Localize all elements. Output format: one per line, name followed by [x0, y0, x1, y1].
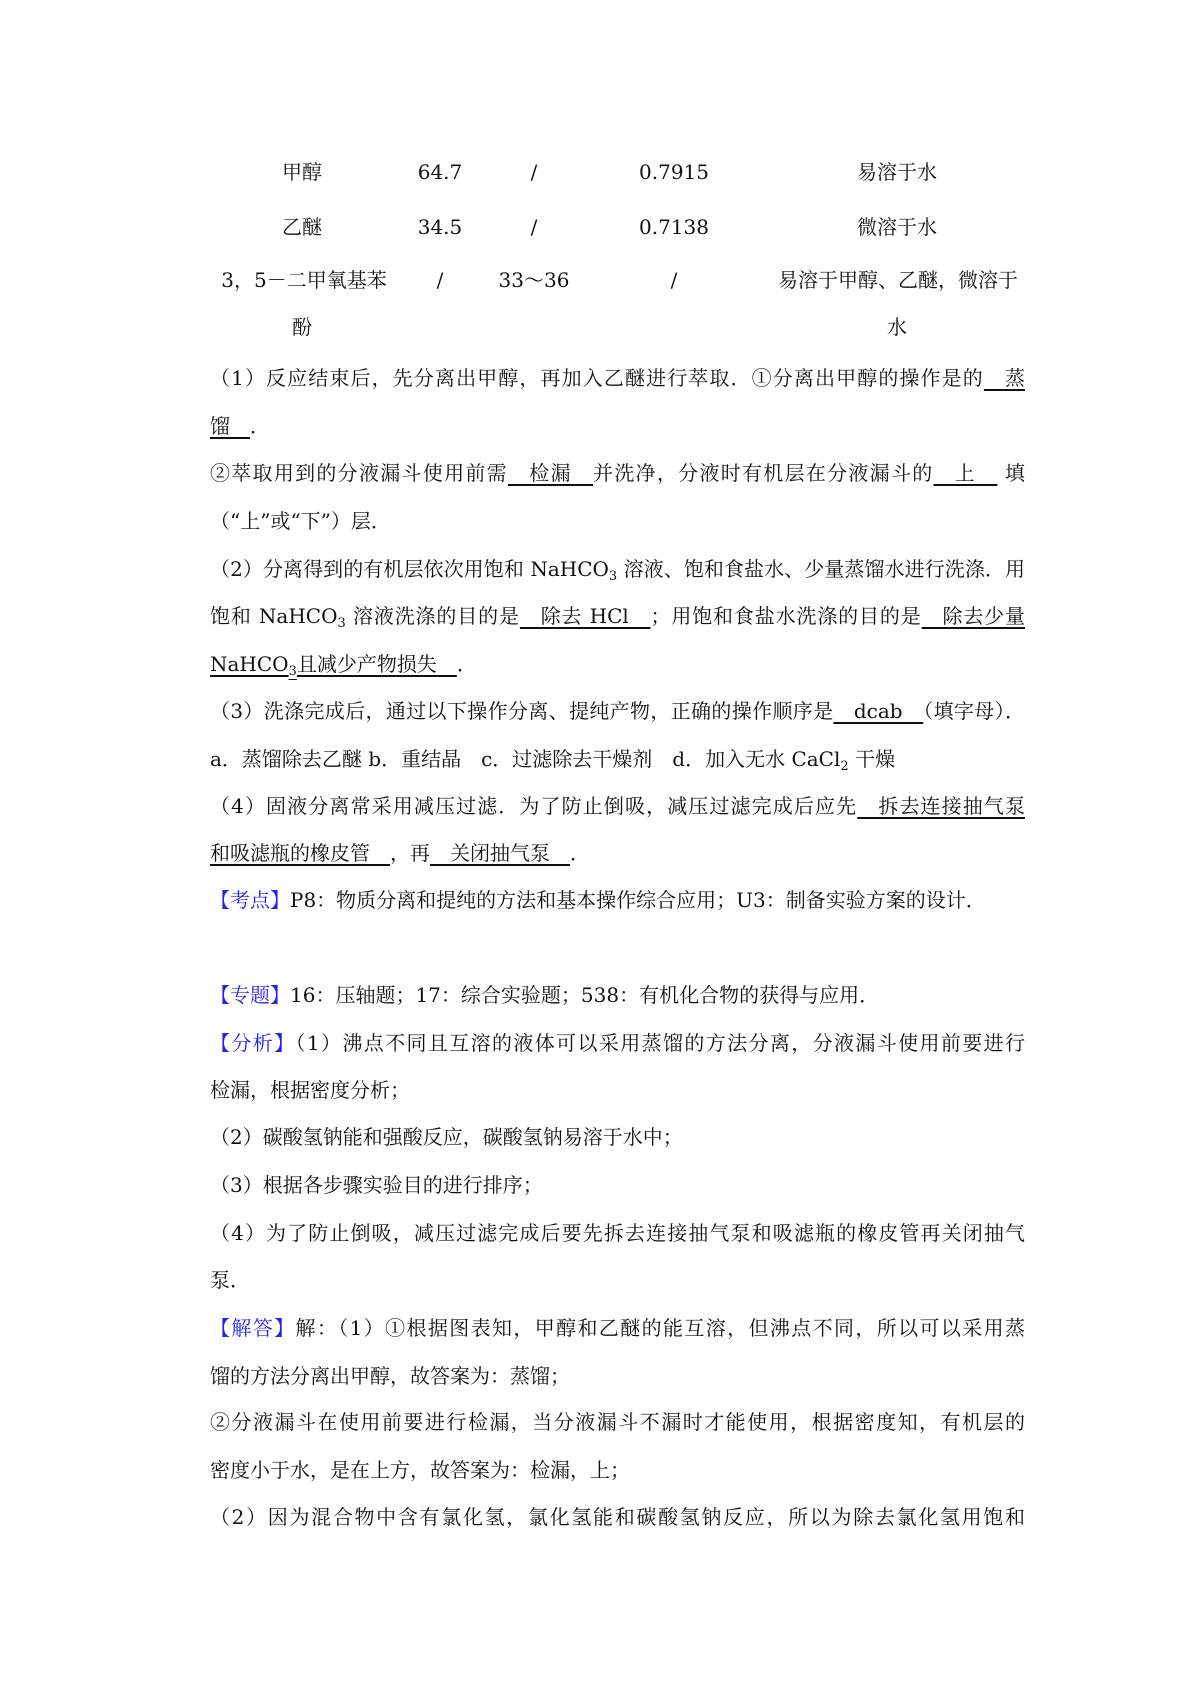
- table-cell-col4: 0.7138: [639, 215, 709, 239]
- text-line: [210, 1363, 1025, 1389]
- answer-blank: 且减少产物损失: [296, 652, 457, 676]
- table-cell-col2: 64.7: [417, 160, 463, 184]
- text-segment: （“上”或“下”）层．: [210, 509, 391, 533]
- answer-blank: 3: [288, 664, 297, 679]
- text-segment: 3: [608, 569, 618, 582]
- text-segment: 解：（1）①根据图表知，甲醇和乙醚的能互溶，但沸点不同，所以可以采用蒸: [295, 1316, 1025, 1340]
- table-cell-col2: /: [436, 268, 444, 292]
- text-segment: ②萃取用到的分液漏斗使用前需: [210, 461, 508, 485]
- text-line: [210, 1124, 1025, 1150]
- text-line: [210, 556, 1025, 582]
- text-line: [210, 1077, 1025, 1103]
- answer-blank: 和吸滤瓶的橡皮管: [210, 841, 390, 865]
- text-segment: （1）沸点不同且互溶的液体可以采用蒸馏的方法分离，分液漏斗使用前要进行: [295, 1031, 1025, 1055]
- text-segment: （2）分离得到的有机层依次用饱和 NaHCO: [210, 557, 609, 581]
- text-segment: P8：物质分离和提纯的方法和基本操作综合应用；U3：制备实验方案的设计．: [290, 888, 986, 912]
- text-segment: 溶液、饱和食盐水、少量蒸馏水进行洗涤．用: [617, 557, 1025, 581]
- section-label: 【考点】: [210, 888, 290, 912]
- text-segment: （3）洗涤完成后，通过以下操作分离、提纯产物，正确的操作顺序是: [210, 699, 834, 723]
- answer-blank: 除去少量: [921, 604, 1025, 628]
- text-segment: ②分液漏斗在使用前要进行检漏，当分液漏斗不漏时才能使用，根据密度知，有机层的: [210, 1410, 1025, 1434]
- text-line: [210, 698, 1025, 724]
- text-segment: （2）因为混合物中含有氯化氢，氯化氢能和碳酸氢钠反应，所以为除去氯化氢用饱和: [210, 1505, 1025, 1529]
- table-cell-col3: 33～36: [498, 268, 570, 292]
- text-segment: 填: [997, 461, 1025, 485]
- table-cell-col2: 34.5: [417, 215, 463, 239]
- answer-blank: NaHCO: [210, 652, 289, 676]
- text-segment: ；用饱和食盐水洗涤的目的是: [650, 604, 922, 628]
- table-cell-name_cont: 酚: [292, 315, 312, 339]
- table-cell-name: 3，5－二甲氧基苯: [221, 268, 387, 292]
- text-line: [210, 651, 1025, 677]
- text-segment: ．: [570, 841, 590, 865]
- text-segment: ．: [250, 414, 270, 438]
- answer-blank: dcab: [833, 699, 924, 723]
- text-segment: 溶液洗涤的目的是: [345, 604, 520, 628]
- text-line: [210, 603, 1025, 629]
- text-line: [210, 746, 1025, 772]
- text-segment: a．蒸馏除去乙醚 b．重结晶 c．过滤除去干燥剂 d．加入无水 CaCl: [210, 747, 841, 771]
- table-cell-col5: 易溶于甲醇、乙醚，微溶于: [778, 268, 1018, 292]
- text-line: [210, 365, 1025, 391]
- answer-blank: 上: [933, 461, 998, 485]
- text-segment: 饱和 NaHCO: [210, 604, 338, 628]
- answer-blank: 蒸: [983, 366, 1025, 390]
- answer-blank: 关闭抽气泵: [430, 841, 570, 865]
- answer-blank: 检漏: [507, 461, 594, 485]
- section-label: 【专题】: [210, 983, 290, 1007]
- text-segment: 密度小于水，是在上方，故答案为：检漏，上；: [210, 1458, 630, 1482]
- section-label: 【分析】: [210, 1031, 296, 1055]
- text-line: [210, 887, 1025, 913]
- table-cell-col5_cont: 水: [887, 315, 907, 339]
- text-segment: （4）固液分离常采用减压过滤．为了防止倒吸，减压过滤完成后应先: [210, 794, 858, 818]
- table-cell-name: 乙醚: [282, 215, 322, 239]
- text-line: [210, 1315, 1025, 1341]
- table-cell-col4: /: [670, 268, 678, 292]
- answer-blank: 拆去连接抽气泵: [857, 794, 1025, 818]
- text-segment: （1）反应结束后，先分离出甲醇，再加入乙醚进行萃取．①分离出甲醇的操作是的: [210, 366, 984, 390]
- text-line: [210, 413, 1025, 439]
- text-segment: 泵．: [210, 1268, 250, 1292]
- text-line: [210, 460, 1025, 486]
- text-segment: 干燥: [848, 747, 896, 771]
- table-cell-col4: 0.7915: [639, 160, 709, 184]
- section-label: 【解答】: [210, 1316, 296, 1340]
- text-line: [210, 1172, 1025, 1198]
- text-line: [210, 1267, 1025, 1293]
- text-segment: ，再: [390, 841, 430, 865]
- text-line: [210, 1030, 1025, 1056]
- text-line: [210, 508, 1025, 534]
- text-segment: （3）根据各步骤实验目的进行排序；: [210, 1173, 543, 1197]
- table-cell-name: 甲醇: [282, 160, 322, 184]
- text-segment: ．: [456, 652, 477, 676]
- table-cell-col5: 微溶于水: [857, 215, 937, 239]
- text-segment: （填字母）．: [923, 699, 1025, 723]
- text-line: [210, 1220, 1025, 1246]
- table-cell-col5: 易溶于水: [857, 160, 937, 184]
- answer-blank: 馏: [210, 414, 250, 438]
- text-segment: 3: [337, 616, 346, 629]
- table-cell-col3: /: [530, 215, 538, 239]
- text-segment: 馏的方法分离出甲醇，故答案为：蒸馏；: [210, 1364, 570, 1388]
- text-segment: 16：压轴题；17：综合实验题；538：有机化合物的获得与应用．: [290, 983, 880, 1007]
- answer-blank: 除去 HCl: [519, 604, 651, 628]
- text-segment: （2）碳酸氢钠能和强酸反应，碳酸氢钠易溶于水中；: [210, 1125, 683, 1149]
- text-segment: 并洗净，分液时有机层在分液漏斗的: [593, 461, 934, 485]
- text-segment: （4）为了防止倒吸，减压过滤完成后要先拆去连接抽气泵和吸滤瓶的橡皮管再关闭抽气: [210, 1221, 1025, 1245]
- text-line: [210, 982, 1025, 1008]
- text-line: [210, 840, 1025, 866]
- text-line: [210, 793, 1025, 819]
- table-cell-col3: /: [530, 160, 538, 184]
- text-line: [210, 1504, 1025, 1530]
- text-segment: 2: [840, 759, 849, 774]
- text-segment: 检漏，根据密度分析；: [210, 1078, 410, 1102]
- text-line: [210, 1409, 1025, 1435]
- text-line: [210, 1457, 1025, 1483]
